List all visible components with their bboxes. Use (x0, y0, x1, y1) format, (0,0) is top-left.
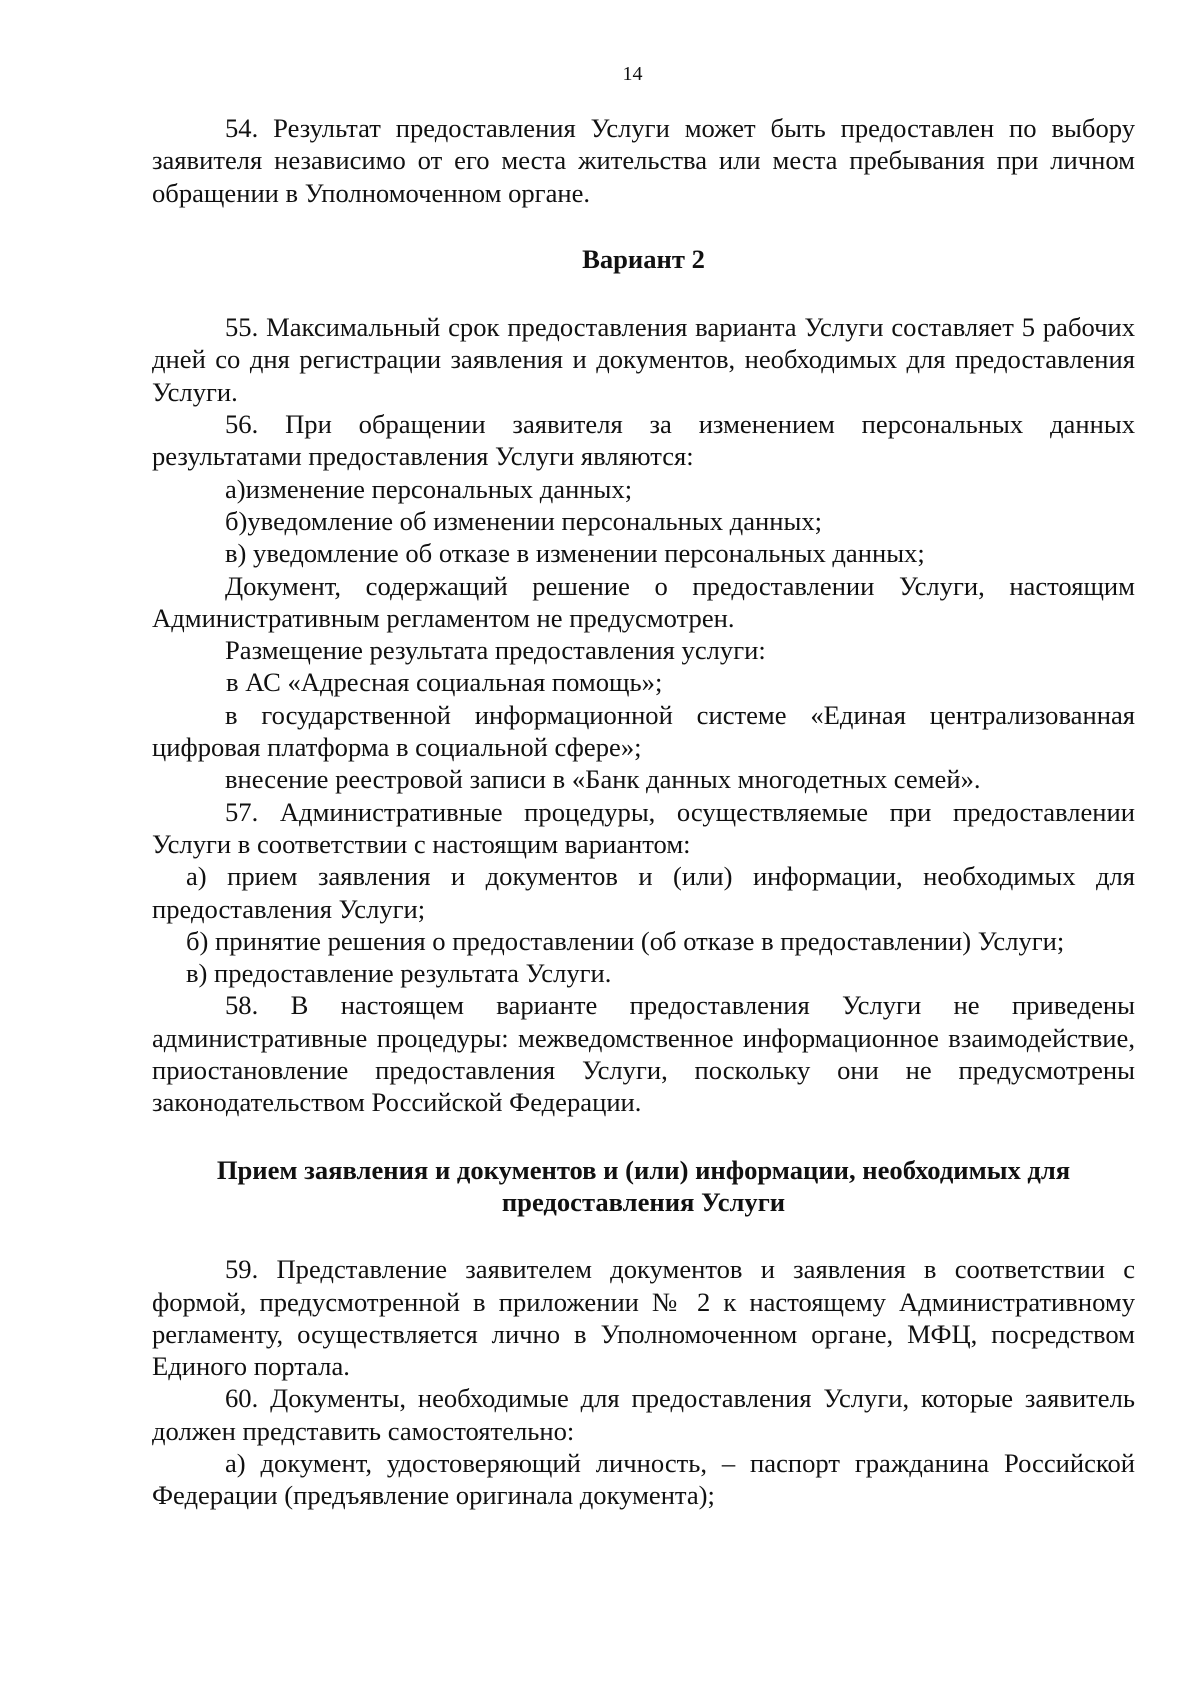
paragraph-56-h: внесение реестровой записи в «Банк данных многодетных семей». (225, 764, 981, 795)
document-body (152, 112, 1135, 1512)
page-number: 14 (622, 63, 643, 85)
paragraph-60-a: а) документ, удостоверяющий личность, – паспорт гражданина Российской Федерации (предъявление оригинала документа); (152, 1447, 1135, 1511)
paragraph-58: 58. В настоящем варианте предоставления Услуги не приведены административные процедуры: межведомственное информационное взаимодействие, приостановление предоставления Услуги, поскольку они не предусмотрены законодательством Российской Федерации. (152, 990, 1135, 1118)
paragraph-57-a: а) прием заявления и документов и (или) информации, необходимых для предоставления Услуги; (152, 861, 1135, 924)
paragraph-55: 55. Максимальный срок предоставления варианта Услуги составляет 5 рабочих дней со дня регистрации заявления и документов, необходимых для предоставления Услуги. (152, 312, 1135, 407)
paragraph-60: 60. Документы, необходимые для предоставления Услуги, которые заявитель должен представить самостоятельно: (152, 1383, 1135, 1446)
paragraph-56-e: Размещение результата предоставления услуги: (225, 635, 766, 666)
paragraph-54: 54. Результат предоставления Услуги может быть предоставлен по выбору заявителя независимо от его места жительства или места пребывания при личном обращении в Уполномоченном органе. (152, 113, 1135, 208)
paragraph-57-c: в) предоставление результата Услуги. (186, 958, 612, 989)
heading-reception: Прием заявления и документов и (или) информации, необходимых для предоставления Услуги (216, 1154, 1071, 1217)
paragraph-56-g: в государственной информационной системе «Единая централизованная цифровая платформа в социальной сфере»; (152, 699, 1135, 763)
paragraph-56-a: а)изменение персональных данных; (225, 473, 633, 504)
paragraph-56-d: Документ, содержащий решение о предоставлении Услуги, настоящим Административным регламентом не предусмотрен. (152, 570, 1135, 633)
heading-variant-2: Вариант 2 (582, 243, 705, 274)
paragraph-56-b: б)уведомление об изменении персональных данных; (225, 505, 823, 536)
paragraph-59: 59. Представление заявителем документов и заявления в соответствии с формой, предусмотренной в приложении № 2 к настоящему Административному регламенту, осуществляется лично в Уполномоченном органе, МФЦ, посредством Единого портала. (152, 1254, 1135, 1382)
paragraph-56-c: в) уведомление об отказе в изменении персональных данных; (225, 538, 925, 569)
paragraph-56: 56. При обращении заявителя за изменением персональных данных результатами предоставления Услуги являются: (152, 409, 1135, 472)
paragraph-57: 57. Административные процедуры, осуществляемые при предоставлении Услуги в соответствии с настоящим вариантом: (152, 796, 1135, 859)
paragraph-56-f: в АС «Адресная социальная помощь»; (226, 667, 663, 698)
paragraph-57-b: б) принятие решения о предоставлении (об отказе в предоставлении) Услуги; (186, 925, 1065, 956)
